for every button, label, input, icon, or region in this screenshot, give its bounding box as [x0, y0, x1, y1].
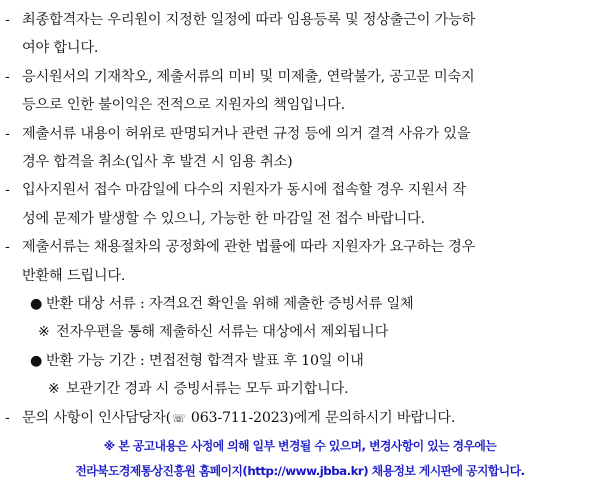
notice-line: 반환해 드립니다.	[22, 267, 126, 284]
phone-icon: ☏	[172, 411, 186, 425]
notice-item-document-return	[0, 233, 600, 290]
dot-bullet: ●	[30, 296, 43, 313]
notice-item-deadline	[0, 176, 600, 233]
notice-item-false-documents	[0, 120, 600, 177]
dash-bullet: -	[5, 125, 10, 142]
contact-prefix: 문의 사항이 인사담당자(	[22, 409, 172, 426]
reference-mark: ※	[38, 324, 50, 341]
notice-line: 제출서류 내용이 허위로 판명되거나 관련 규정 등에 의거 결격 사유가 있을	[22, 125, 471, 142]
notice-line: 입사지원서 접수 마감일에 다수의 지원자가 동시에 접속할 경우 지원서 작	[22, 182, 466, 199]
notice-line: 응시원서의 기재착오, 제출서류의 미비 및 미제출, 연락불가, 공고문 미숙지	[22, 68, 475, 85]
return-target-text: 반환 대상 서류 : 자격요건 확인을 위해 제출한 증빙서류 일체	[46, 296, 414, 313]
dash-bullet: -	[5, 12, 10, 28]
return-period-text: 반환 가능 기간 : 면접전형 합격자 발표 후 10일 이내	[46, 352, 364, 369]
return-period-note	[0, 375, 600, 403]
notice-item-contact	[0, 404, 600, 433]
footer-notice-line1: ※ 본 공고내용은 사정에 의해 일부 변경될 수 있으며, 변경사항이 있는 경우에는	[103, 439, 497, 453]
dash-bullet: -	[5, 68, 10, 85]
notice-item-responsibility	[0, 63, 600, 120]
notice-line: 등으로 인한 불이익은 전적으로 지원자의 책임입니다.	[22, 97, 345, 114]
dash-bullet: -	[5, 409, 10, 426]
return-target-note-text: 전자우편을 통해 제출하신 서류는 대상에서 제외됩니다	[56, 324, 389, 341]
dash-bullet: -	[5, 239, 10, 256]
footer-notice-line2: 전라북도경제통상진흥원 홈페이지(http://www.jbba.kr) 채용정보 게시판에 공지합니다.	[75, 464, 525, 478]
return-target-note	[0, 318, 600, 346]
dot-bullet: ●	[30, 352, 43, 369]
notice-line: 경우 합격을 취소(입사 후 발견 시 임용 취소)	[22, 154, 293, 171]
dash-bullet: -	[5, 182, 10, 199]
notice-line: 제출서류는 채용절차의 공정화에 관한 법률에 따라 지원자가 요구하는 경우	[22, 239, 476, 256]
reference-mark: ※	[48, 381, 60, 398]
return-target-docs	[0, 290, 600, 318]
return-period-note-text: 보관기간 경과 시 증빙서류는 모두 파기합니다.	[66, 381, 349, 398]
notice-item-registration	[0, 6, 600, 63]
notice-line: 여야 합니다.	[22, 40, 99, 57]
notice-line: 성에 문제가 발생할 수 있으니, 가능한 한 마감일 전 접수 바랍니다.	[22, 210, 425, 227]
notice-line: 최종합격자는 우리원이 지정한 일정에 따라 임용등록 및 정상출근이 가능하	[22, 12, 476, 28]
return-period	[0, 347, 600, 375]
contact-phone: 063-711-2023	[186, 409, 289, 426]
contact-suffix: )에게 문의하시기 바랍니다.	[288, 409, 456, 426]
